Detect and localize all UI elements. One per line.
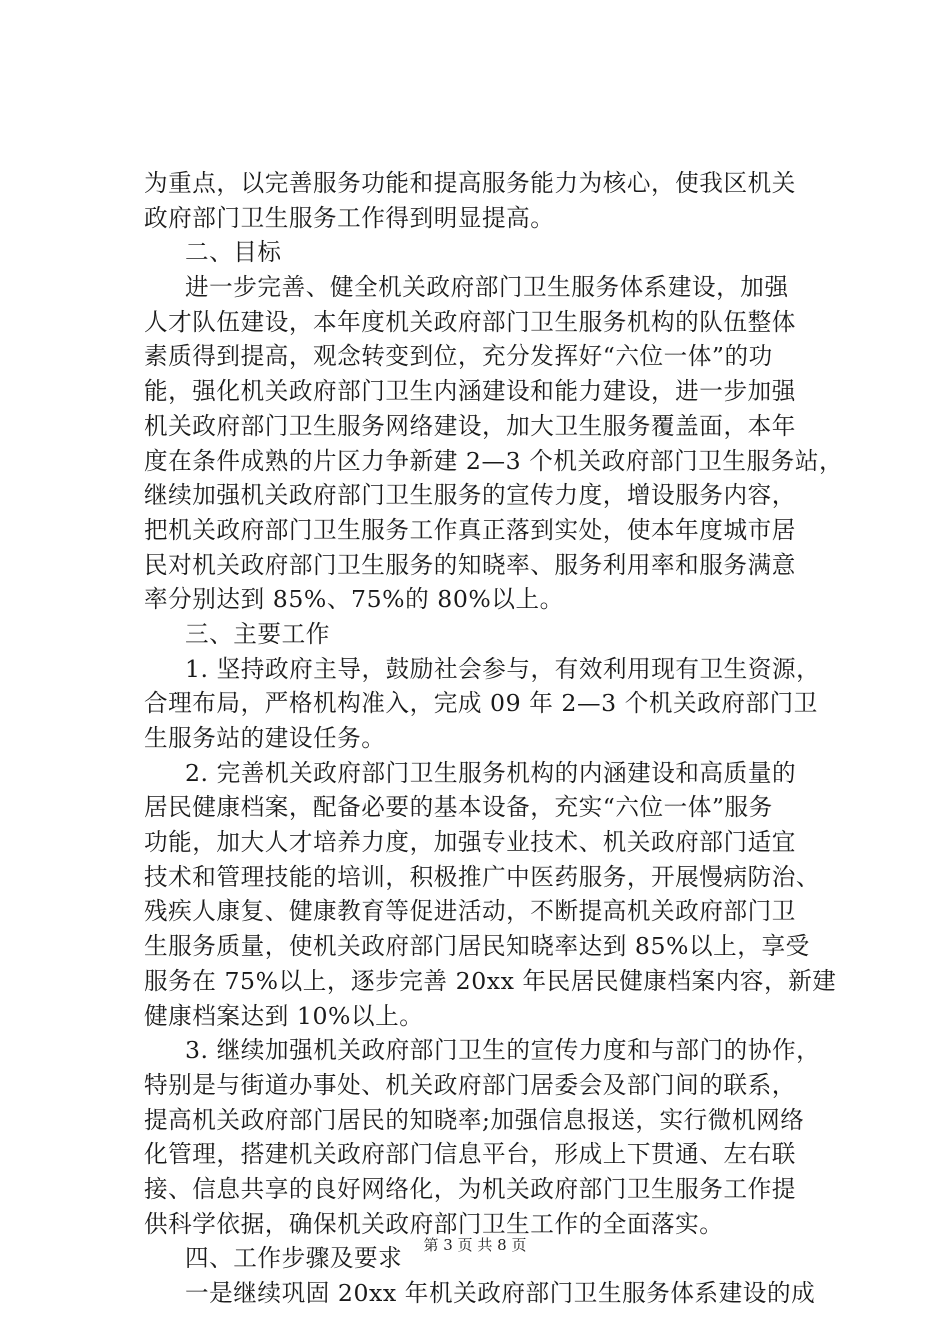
text-line: 供科学依据，确保机关政府部门卫生工作的全面落实。	[144, 1209, 724, 1238]
text-line: 民对机关政府部门卫生服务的知晓率、服务利用率和服务满意	[144, 550, 796, 579]
page-footer: 第 3 页 共 8 页	[423, 1236, 527, 1254]
text-line: 提高机关政府部门居民的知晓率;加强信息报送，实行微机网络	[144, 1105, 805, 1134]
text-line: 特别是与街道办事处、机关政府部门居委会及部门间的联系，	[144, 1070, 796, 1099]
text-line: 二、目标	[185, 238, 282, 267]
text-line: 功能，加大人才培养力度，加强专业技术、机关政府部门适宜	[144, 828, 796, 857]
text-line: 技术和管理技能的培训，积极推广中医药服务，开展慢病防治、	[144, 862, 821, 891]
text-line: 度在条件成熟的片区力争新建 2—3 个机关政府部门卫生服务站，	[144, 446, 844, 475]
text-line: 居民健康档案，配备必要的基本设备，充实“六位一体”服务	[144, 793, 773, 822]
text-line: 1. 坚持政府主导，鼓励社会参与，有效利用现有卫生资源，	[185, 654, 821, 683]
text-line: 生服务质量，使机关政府部门居民知晓率达到 85%以上，享受	[144, 932, 810, 961]
text-line: 机关政府部门卫生服务网络建设，加大卫生服务覆盖面，本年	[144, 411, 796, 440]
text-line: 能，强化机关政府部门卫生内涵建设和能力建设，进一步加强	[144, 377, 796, 406]
text-line: 一是继续巩固 20xx 年机关政府部门卫生服务体系建设的成	[185, 1279, 816, 1307]
text-line: 进一步完善、健全机关政府部门卫生服务体系建设，加强	[185, 273, 789, 302]
text-line: 化管理，搭建机关政府部门信息平台，形成上下贯通、左右联	[144, 1140, 796, 1169]
text-line: 继续加强机关政府部门卫生服务的宣传力度，增设服务内容，	[144, 481, 796, 510]
text-line: 服务在 75%以上，逐步完善 20xx 年民居民健康档案内容，新建	[144, 966, 837, 995]
text-line: 三、主要工作	[185, 619, 330, 648]
text-line: 2. 完善机关政府部门卫生服务机构的内涵建设和高质量的	[185, 758, 797, 787]
text-line: 人才队伍建设，本年度机关政府部门卫生服务机构的队伍整体	[144, 307, 796, 336]
text-line: 生服务站的建设任务。	[144, 724, 386, 752]
document-body	[144, 166, 844, 1311]
text-line: 为重点，以完善服务功能和提高服务能力为核心，使我区机关	[144, 169, 796, 197]
text-line: 四、工作步骤及要求	[185, 1244, 403, 1273]
text-line: 政府部门卫生服务工作得到明显提高。	[144, 203, 555, 232]
text-line: 素质得到提高，观念转变到位，充分发挥好“六位一体”的功	[144, 342, 773, 371]
text-line: 健康档案达到 10%以上。	[144, 1001, 424, 1030]
text-line: 3. 继续加强机关政府部门卫生的宣传力度和与部门的协作，	[185, 1036, 821, 1065]
text-line: 把机关政府部门卫生服务工作真正落到实处，使本年度城市居	[144, 515, 796, 544]
text-line: 率分别达到 85%、75%的 80%以上。	[144, 585, 564, 614]
text-line: 残疾人康复、健康教育等促进活动，不断提高机关政府部门卫	[144, 897, 796, 926]
text-line: 合理布局，严格机构准入，完成 09 年 2—3 个机关政府部门卫	[144, 689, 818, 718]
text-line: 接、信息共享的良好网络化，为机关政府部门卫生服务工作提	[144, 1174, 796, 1203]
